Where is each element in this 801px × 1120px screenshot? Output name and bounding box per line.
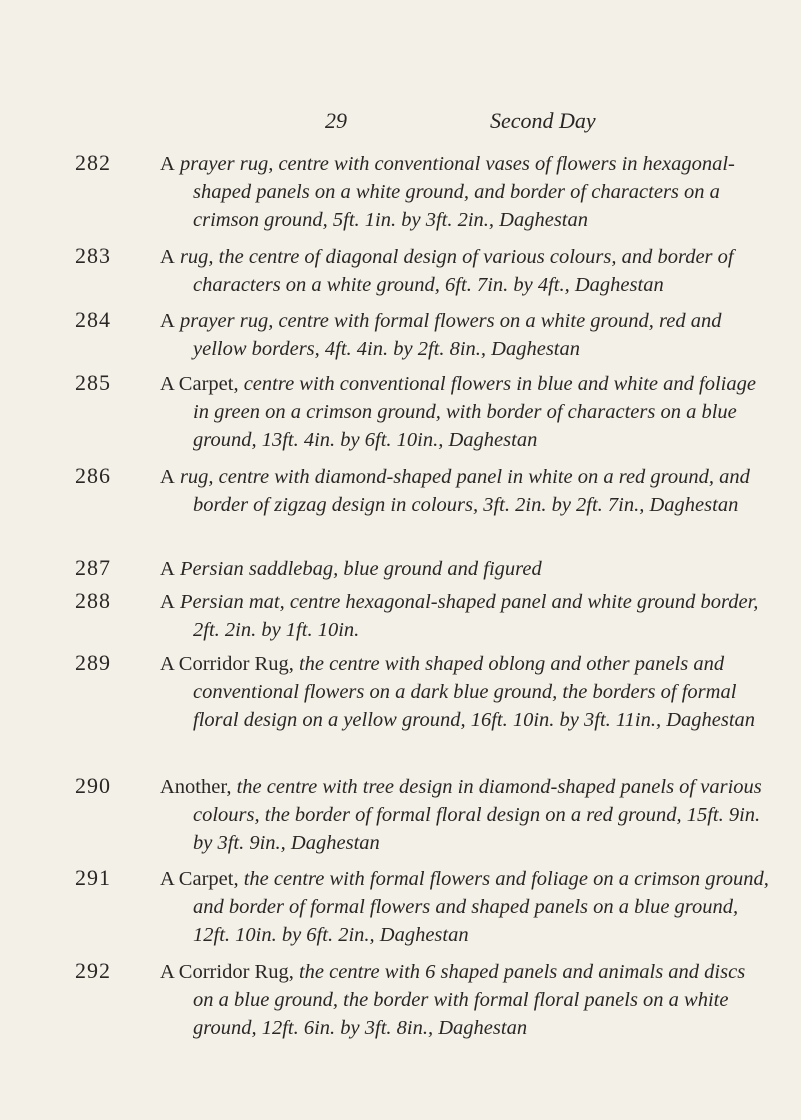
lot-lead: A Corridor Rug, bbox=[160, 961, 294, 983]
lot-lead: A bbox=[160, 466, 175, 488]
lot-lead: A Carpet, bbox=[160, 373, 239, 395]
lot-description bbox=[160, 243, 770, 299]
lot-description bbox=[160, 650, 770, 734]
lot-text: Persian mat, centre hexagonal-shaped panel and white ground border, 2ft. 2in. by 1ft. 10in. bbox=[179, 591, 759, 641]
lot-text: centre with conventional flowers in blue and white and foliage in green on a crimson ground, with border of characters on a blue ground, 13ft. 4in. by 6ft. 10in., Daghestan bbox=[193, 373, 756, 451]
lot-description bbox=[160, 773, 770, 857]
lot-number: 286 bbox=[75, 463, 111, 488]
lot-description bbox=[160, 370, 770, 454]
lot-number: 291 bbox=[75, 865, 111, 890]
lot-description bbox=[160, 307, 770, 363]
lot-text: the centre with tree design in diamond-shaped panels of various colours, the border of formal floral design on a red ground, 15ft. 9in. by 3ft. 9in., Daghestan bbox=[193, 776, 762, 854]
lot-text: rug, centre with diamond-shaped panel in white on a red ground, and border of zigzag design in colours, 3ft. 2in. by 2ft. 7in., Daghestan bbox=[179, 466, 750, 516]
running-title: Second Day bbox=[490, 108, 596, 133]
lot-description bbox=[160, 150, 770, 234]
page-number: 29 bbox=[325, 108, 347, 133]
lot-lead: A bbox=[160, 558, 175, 580]
lot-number: 282 bbox=[75, 150, 111, 175]
lot-number: 289 bbox=[75, 650, 111, 675]
lot-lead: A bbox=[160, 246, 175, 268]
lot-lead: A bbox=[160, 591, 175, 613]
lot-text: the centre with 6 shaped panels and animals and discs on a blue ground, the border with formal floral panels on a white ground, 12ft. 6in. by 3ft. 8in., Daghestan bbox=[193, 961, 746, 1039]
lot-text: prayer rug, centre with conventional vases of flowers in hexagonal-shaped panels on a white ground, and border of characters on a crimson ground, 5ft. 1in. by 3ft. 2in., Daghestan bbox=[179, 153, 735, 231]
lot-number: 287 bbox=[75, 555, 111, 580]
lot-number: 292 bbox=[75, 958, 111, 983]
lot-description bbox=[160, 958, 770, 1042]
lot-text: the centre with shaped oblong and other panels and conventional flowers on a dark blue ground, the borders of formal floral design on a yellow ground, 16ft. 10in. by 3ft. 11in., Daghestan bbox=[193, 653, 756, 731]
lot-description bbox=[160, 865, 770, 949]
lot-description bbox=[160, 463, 770, 519]
lot-lead: A Corridor Rug, bbox=[160, 653, 294, 675]
lot-description bbox=[160, 588, 770, 644]
lot-lead: A bbox=[160, 310, 175, 332]
page-header bbox=[0, 108, 801, 138]
lot-number: 290 bbox=[75, 773, 111, 798]
lot-text: rug, the centre of diagonal design of various colours, and border of characters on a white ground, 6ft. 7in. by 4ft., Daghestan bbox=[179, 246, 734, 296]
lot-text: Persian saddlebag, blue ground and figured bbox=[179, 558, 542, 580]
lot-number: 284 bbox=[75, 307, 111, 332]
lot-lead: A bbox=[160, 153, 175, 175]
lot-description bbox=[160, 555, 770, 583]
lot-number: 283 bbox=[75, 243, 111, 268]
lot-text: prayer rug, centre with formal flowers on a white ground, red and yellow borders, 4ft. 4in. by 2ft. 8in., Daghestan bbox=[179, 310, 722, 360]
lot-number: 285 bbox=[75, 370, 111, 395]
lot-lead: Another, bbox=[160, 776, 232, 798]
lot-text: the centre with formal flowers and foliage on a crimson ground, and border of formal flowers and shaped panels on a blue ground, 12ft. 10in. by 6ft. 2in., Daghestan bbox=[193, 868, 769, 946]
lot-number: 288 bbox=[75, 588, 111, 613]
lot-lead: A Carpet, bbox=[160, 868, 239, 890]
